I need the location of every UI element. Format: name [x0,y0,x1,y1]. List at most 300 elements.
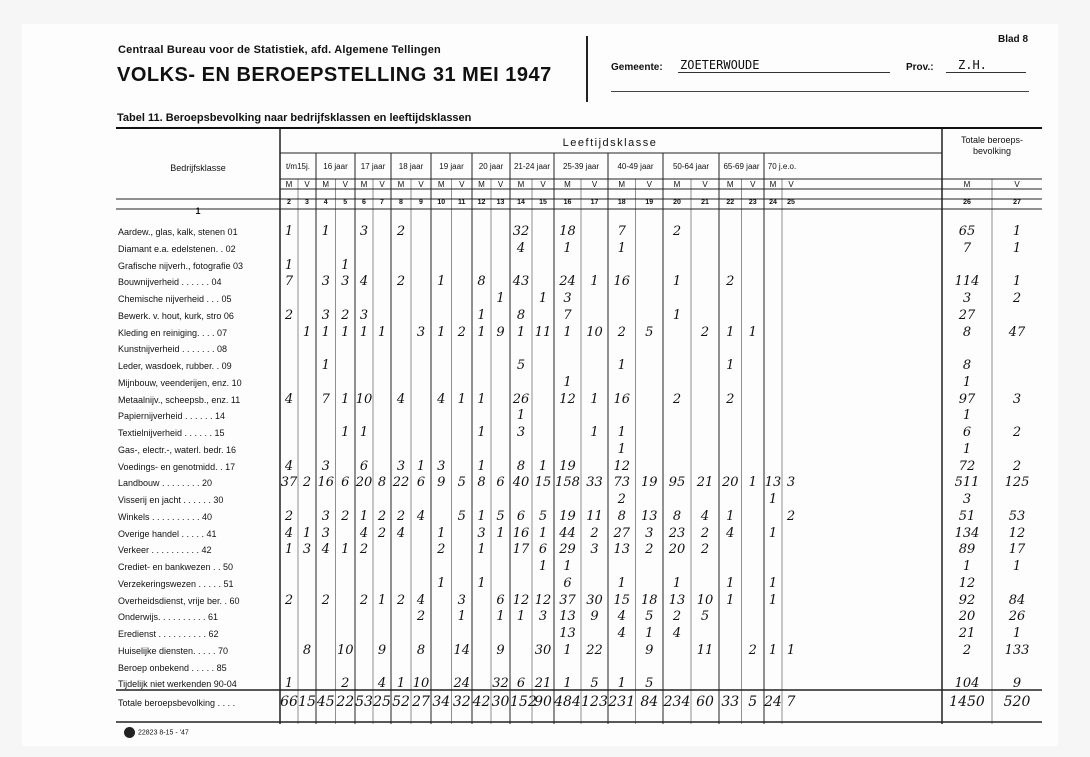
col-number-3: 3 [305,199,309,206]
table-cell: 3 [321,274,330,290]
row-label: Crediet- en bankwezen . . 50 [118,562,234,572]
table-cell: 1 [341,425,350,440]
age-group-2: 16 jaar [323,162,348,171]
table-cell: 1 [538,458,548,474]
table-cell: 5 [645,676,654,692]
sex-header-21: V [702,180,708,189]
table-cell: 97 [958,391,976,407]
table-cell: 1 [359,324,369,340]
table-cell: 2 [672,391,682,407]
table-cell: 6 [516,676,526,692]
table-cell: 4 [516,240,526,256]
row-label: Onderwijs. . . . . . . . . . 61 [118,612,219,623]
table-cell: 8 [477,274,486,290]
table-cell: 4 [377,676,387,692]
table-cell: 51 [958,508,976,524]
total-cell: 152 [510,694,537,710]
table-cell: 16 [317,475,335,491]
table-cell: 2 [396,274,406,290]
row-label: Textielnijverheid . . . . . . 15 [118,428,225,438]
table-cell: 1 [786,642,796,658]
row-label: Mijnbouw, veenderijen, enz. 10 [118,377,242,388]
total-cell: 484 [554,694,581,710]
table-cell: 1 [341,257,350,273]
total-cell: 7 [786,694,796,710]
table-cell: 3 [962,492,972,507]
table-cell: 3 [321,508,330,524]
row-label: Papiernijverheid . . . . . . 14 [118,411,226,422]
blank-line [611,91,1029,92]
age-group-4: 18 jaar [398,162,424,171]
table-cell: 24 [453,676,471,692]
table-cell: 1 [341,542,350,558]
table-cell: 2 [359,542,369,558]
col-number-17: 17 [590,199,599,206]
sex-header-27: V [1014,180,1020,189]
table-cell: 1 [962,441,972,457]
bedrijfsklasse-header: Bedrijfsklasse [170,163,226,173]
print-code-text: 22823 8-15 - '47 [138,729,189,737]
table-cell: 7 [284,274,294,290]
table-cell: 13 [559,609,576,625]
total-cell: 53 [355,694,373,710]
table-cell: 19 [559,458,576,474]
table-cell: 3 [396,458,406,474]
table-cell: 2 [341,307,350,323]
table-cell: 3 [359,224,369,239]
sex-header-25: V [788,180,794,189]
table-cell: 1 [496,609,505,625]
table-cell: 1 [768,642,778,658]
table-cell: 1 [590,425,599,440]
table-cell: 13 [764,475,782,491]
table-cell: 133 [1004,642,1030,658]
table-cell: 1 [477,425,486,440]
table-cell: 4 [700,508,710,524]
table-cell: 1 [359,425,369,440]
table-cell: 11 [586,508,603,524]
table-cell: 1 [477,542,486,558]
table-cell: 5 [457,475,466,491]
page-title: VOLKS- EN BEROEPSTELLING 31 MEI 1947 [117,64,552,86]
table-cell: 6 [962,425,972,440]
table-cell: 2 [617,492,626,507]
table-cell: 104 [954,676,980,692]
table-cell: 8 [516,458,526,474]
table-cell: 1 [284,676,294,692]
table-cell: 1 [617,358,626,373]
province-label: Prov.: [906,62,934,73]
row-label: Landbouw . . . . . . . . 20 [118,478,213,489]
table-cell: 3 [437,458,446,474]
table-cell: 1 [1012,559,1022,574]
row-label: Aardew., glas, kalk, stenen 01 [118,227,238,237]
table-cell: 4 [359,525,369,541]
table-cell: 95 [668,475,686,491]
table-cell: 20 [958,609,976,625]
table-cell: 4 [284,391,294,407]
table-cell: 47 [1008,324,1026,340]
age-group-6: 20 jaar [478,162,504,171]
total-cell: 34 [432,694,451,710]
table-cell: 1 [590,274,599,290]
table-cell: 5 [645,609,654,625]
sex-header-17: V [591,180,598,189]
table-cell: 1 [302,525,312,541]
table-cell: 3 [416,324,426,340]
table-cell: 4 [617,609,626,625]
table-cell: 511 [954,475,980,491]
table-cell: 1 [496,291,505,306]
table-title: Tabel 11. Beroepsbevolking naar bedrijfsklassen en leeftijdsklassen [117,112,472,124]
table-cell: 3 [590,542,599,558]
table-cell: 2 [672,224,682,239]
total-cell: 5 [748,694,758,710]
table-cell: 12 [534,592,552,608]
table-cell: 1 [726,324,735,340]
table-cell: 4 [284,525,294,541]
table-cell: 2 [341,676,350,692]
row-label: Grafische nijverh., fotografie 03 [118,260,244,271]
table-cell: 1 [477,458,486,474]
table-cell: 27 [613,525,631,541]
col-number-22: 22 [726,199,735,206]
total-cell: 1450 [949,694,985,710]
table-cell: 2 [377,508,387,524]
table-cell: 158 [555,475,580,491]
table-cell: 16 [613,274,631,290]
table-cell: 3 [302,542,312,558]
table-cell: 8 [477,475,486,491]
table-cell: 2 [645,542,654,558]
table-cell: 1 [437,324,446,340]
table-cell: 4 [726,525,735,541]
table-cell: 3 [321,307,330,323]
table-cell: 1 [377,592,387,608]
table-cell: 13 [640,508,658,524]
table-cell: 8 [962,324,972,340]
table-cell: 1 [672,307,682,323]
table-cell: 27 [958,307,976,323]
table-cell: 1 [437,525,446,541]
table-cell: 10 [336,642,354,658]
table-cell: 1 [457,391,466,407]
table-cell: 1 [617,575,626,591]
col-number-7: 7 [380,199,384,206]
table-cell: 1 [284,224,294,239]
table-cell: 20 [668,542,686,558]
table-cell: 5 [700,609,710,625]
table-cell: 1 [726,592,735,608]
table-cell: 13 [613,542,631,558]
col-number-25: 25 [787,199,795,206]
col-number-26: 26 [963,199,971,206]
table-cell: 13 [668,592,686,608]
table-cell: 16 [512,525,530,541]
col-number-8: 8 [399,199,403,206]
table-cell: 2 [700,525,710,541]
sex-header-2: M [285,180,293,189]
table-cell: 16 [613,391,631,407]
table-cell: 32 [512,224,530,239]
table-cell: 26 [512,391,530,407]
table-cell: 114 [954,274,980,290]
printer-mark-icon [124,727,135,738]
table-cell: 3 [516,425,526,440]
table-cell: 2 [284,307,294,323]
table-cell: 19 [640,475,658,491]
table-cell: 1 [563,559,572,574]
sex-header-8: M [397,180,405,189]
table-cell: 1 [1012,274,1022,290]
table-cell: 2 [617,324,626,340]
table-cell: 2 [590,525,599,541]
table-cell: 1 [563,324,572,340]
table-cell: 1 [617,676,626,692]
table-cell: 40 [512,475,530,491]
table-cell: 1 [768,592,778,608]
sex-header-4: M [322,180,330,189]
total-cell: 45 [316,694,335,710]
table-cell: 1 [284,542,294,558]
row-label: Tijdelijk niet werkenden 90-04 [118,679,237,690]
sex-header-13: V [497,180,504,189]
table-cell: 4 [359,274,369,290]
table-cell: 4 [617,626,626,641]
gemeente-value: ZOETERWOUDE [678,58,890,73]
table-cell: 7 [962,240,972,256]
total-cell: 24 [764,694,782,710]
table-cell: 1 [516,324,526,340]
table-cell: 9 [377,642,387,658]
table-cell: 3 [457,592,466,608]
table-cell: 5 [645,324,654,340]
totals-label: Totale beroepsbevolking . . . . [118,698,236,708]
sex-header-5: V [342,180,348,189]
col-number-15: 15 [539,199,547,206]
table-cell: 1 [538,525,548,541]
table-cell: 9 [1012,676,1022,692]
sex-header-19: V [646,180,652,189]
row-label: Huiselijke diensten. . . . . 70 [118,645,229,656]
table-cell: 3 [1012,391,1022,407]
col-number-14: 14 [517,199,525,206]
col-number-10: 10 [437,199,446,206]
table-cell: 1 [962,374,972,390]
table-cell: 1 [768,525,778,541]
table-cell: 6 [341,475,350,491]
table-cell: 22 [392,475,410,491]
table-cell: 53 [1008,508,1026,524]
table-cell: 2 [302,475,312,491]
table-cell: 1 [457,609,466,625]
table-cell: 1 [672,575,682,591]
total-cell: 231 [608,694,636,710]
table-cell: 92 [958,592,976,608]
table-cell: 3 [341,274,350,290]
age-group-9: 40-49 jaar [617,162,654,171]
row-label: Chemische nijverheid . . . 05 [118,294,232,304]
table-cell: 1 [538,559,548,574]
table-cell: 2 [1012,458,1022,474]
sex-header-15: V [540,180,546,189]
row-label: Beroep onbekend . . . . . 85 [118,662,227,673]
row-label: Kleding en reiniging. . . . 07 [118,327,228,338]
table-cell: 24 [559,274,576,290]
sex-header-22: M [726,180,734,189]
table-cell: 8 [302,642,312,658]
total-cell: 32 [452,694,471,710]
row-label: Leder, wasdoek, rubber. . 09 [118,361,232,371]
row-label: Overige handel . . . . . 41 [118,528,217,539]
table-cell: 21 [958,626,976,641]
col-number-4: 4 [323,199,328,206]
table-cell: 2 [457,324,466,340]
table-cell: 1 [1012,626,1022,641]
table-cell: 7 [617,224,626,239]
table-cell: 18 [559,224,576,239]
sex-header-14: M [517,180,525,189]
table-cell: 1 [1012,224,1022,239]
table-cell: 10 [412,676,430,692]
table-cell: 5 [457,508,466,524]
table-cell: 1 [477,307,486,323]
table-cell: 2 [341,508,350,524]
table-cell: 11 [534,324,552,340]
col-number-16: 16 [563,199,572,206]
bureau-name: Centraal Bureau voor de Statistiek, afd. Algemene Tellingen [118,44,441,56]
table-cell: 1 [321,224,330,239]
table-cell: 1 [748,324,757,340]
row-label: Verkeer . . . . . . . . . . 42 [118,545,212,556]
table-cell: 37 [559,592,576,608]
table-cell: 1 [563,240,572,256]
table-cell: 3 [538,609,548,625]
col-number-6: 6 [362,199,366,206]
table-cell: 2 [377,525,387,541]
table-cell: 1 [321,324,330,340]
age-group-11: 65-69 jaar [723,162,760,171]
table-cell: 6 [538,542,548,558]
table-cell: 1 [477,391,486,407]
table-cell: 1 [672,274,682,290]
table-cell: 1 [396,676,406,692]
table-cell: 3 [321,525,330,541]
col-number-13: 13 [496,199,505,206]
col-number-5: 5 [343,199,348,206]
table-cell: 1 [726,358,735,373]
row-label: Gas-, electr.-, waterl. bedr. 16 [118,444,237,455]
age-group-12: 70 j.e.o. [767,162,797,171]
total-cell: 30 [491,694,510,710]
leeftijdsklasse-header: Leeftijdsklasse [562,137,658,149]
table-cell: 2 [359,592,369,608]
table-cell: 44 [559,525,576,541]
table-cell: 1 [321,358,330,373]
table-cell: 32 [492,676,509,692]
table-cell: 37 [280,475,298,491]
col-number-21: 21 [701,199,709,206]
col-number-19: 19 [645,199,654,206]
table-cell: 7 [563,307,572,323]
table-cell: 2 [321,592,330,608]
table-cell: 1 [726,575,735,591]
province-value: Z.H. [946,58,1026,73]
table-cell: 2 [672,609,682,625]
table-cell: 4 [396,525,406,541]
table-cell: 2 [1012,425,1022,440]
table-cell: 19 [559,508,576,524]
row-label: Metaalnijv., scheepsb., enz. 11 [118,394,241,405]
table-cell: 65 [958,224,976,239]
table-cell: 2 [396,508,406,524]
row-label: Voedings- en genotmidd. . 17 [118,461,236,472]
table-cell: 5 [538,508,548,524]
table-cell: 1 [516,408,526,424]
table-cell: 1 [302,324,312,340]
table-cell: 4 [321,542,330,558]
sheet-number: Blad 8 [998,34,1029,45]
table-cell: 4 [416,508,426,524]
table-cell: 2 [786,508,796,524]
print-code [124,727,189,738]
table-cell: 15 [534,475,552,491]
table-cell: 1 [416,458,426,474]
sex-header-20: M [673,180,681,189]
table-cell: 1 [726,508,735,524]
table-cell: 8 [962,358,972,373]
table-cell: 125 [1004,475,1030,491]
table-cell: 84 [1008,592,1026,608]
table-cell: 1 [477,324,486,340]
col-number-23: 23 [748,199,757,206]
table-cell: 7 [321,391,330,407]
age-group-7: 21-24 jaar [513,162,551,171]
row-label: Bouwnijverheid . . . . . . 04 [118,277,222,288]
row-label: Eredienst . . . . . . . . . . 62 [118,629,219,639]
table-cell: 4 [672,626,682,641]
total-cell: 27 [412,694,430,710]
table-cell: 5 [590,676,599,692]
row-label: Kunstnijverheid . . . . . . . 08 [118,344,228,355]
total-cell: 520 [1003,694,1031,710]
table-cell: 9 [496,642,505,658]
table-cell: 9 [437,475,446,491]
sex-header-7: V [379,180,385,189]
table-cell: 30 [534,642,552,658]
table-cell: 8 [377,475,387,491]
table-cell: 72 [958,458,976,474]
row-label: Visserij en jacht . . . . . . 30 [118,495,224,505]
table-cell: 22 [586,642,603,658]
table-cell: 18 [640,592,658,608]
table-cell: 3 [563,291,572,306]
col-number-11: 11 [458,199,466,206]
table-cell: 2 [700,324,710,340]
table-cell: 2 [284,592,294,608]
table-cell: 1 [477,508,486,524]
table-cell: 2 [726,274,735,290]
row-label: Winkels . . . . . . . . . . 40 [118,511,213,522]
table-cell: 1 [563,642,572,658]
age-group-3: 17 jaar [360,162,386,171]
table-cell: 1 [377,324,387,340]
table-cell: 134 [954,525,980,541]
table-cell: 1 [538,291,548,306]
sex-header-11: V [459,180,465,189]
table-cell: 29 [559,542,576,558]
table-cell: 1 [617,441,626,457]
